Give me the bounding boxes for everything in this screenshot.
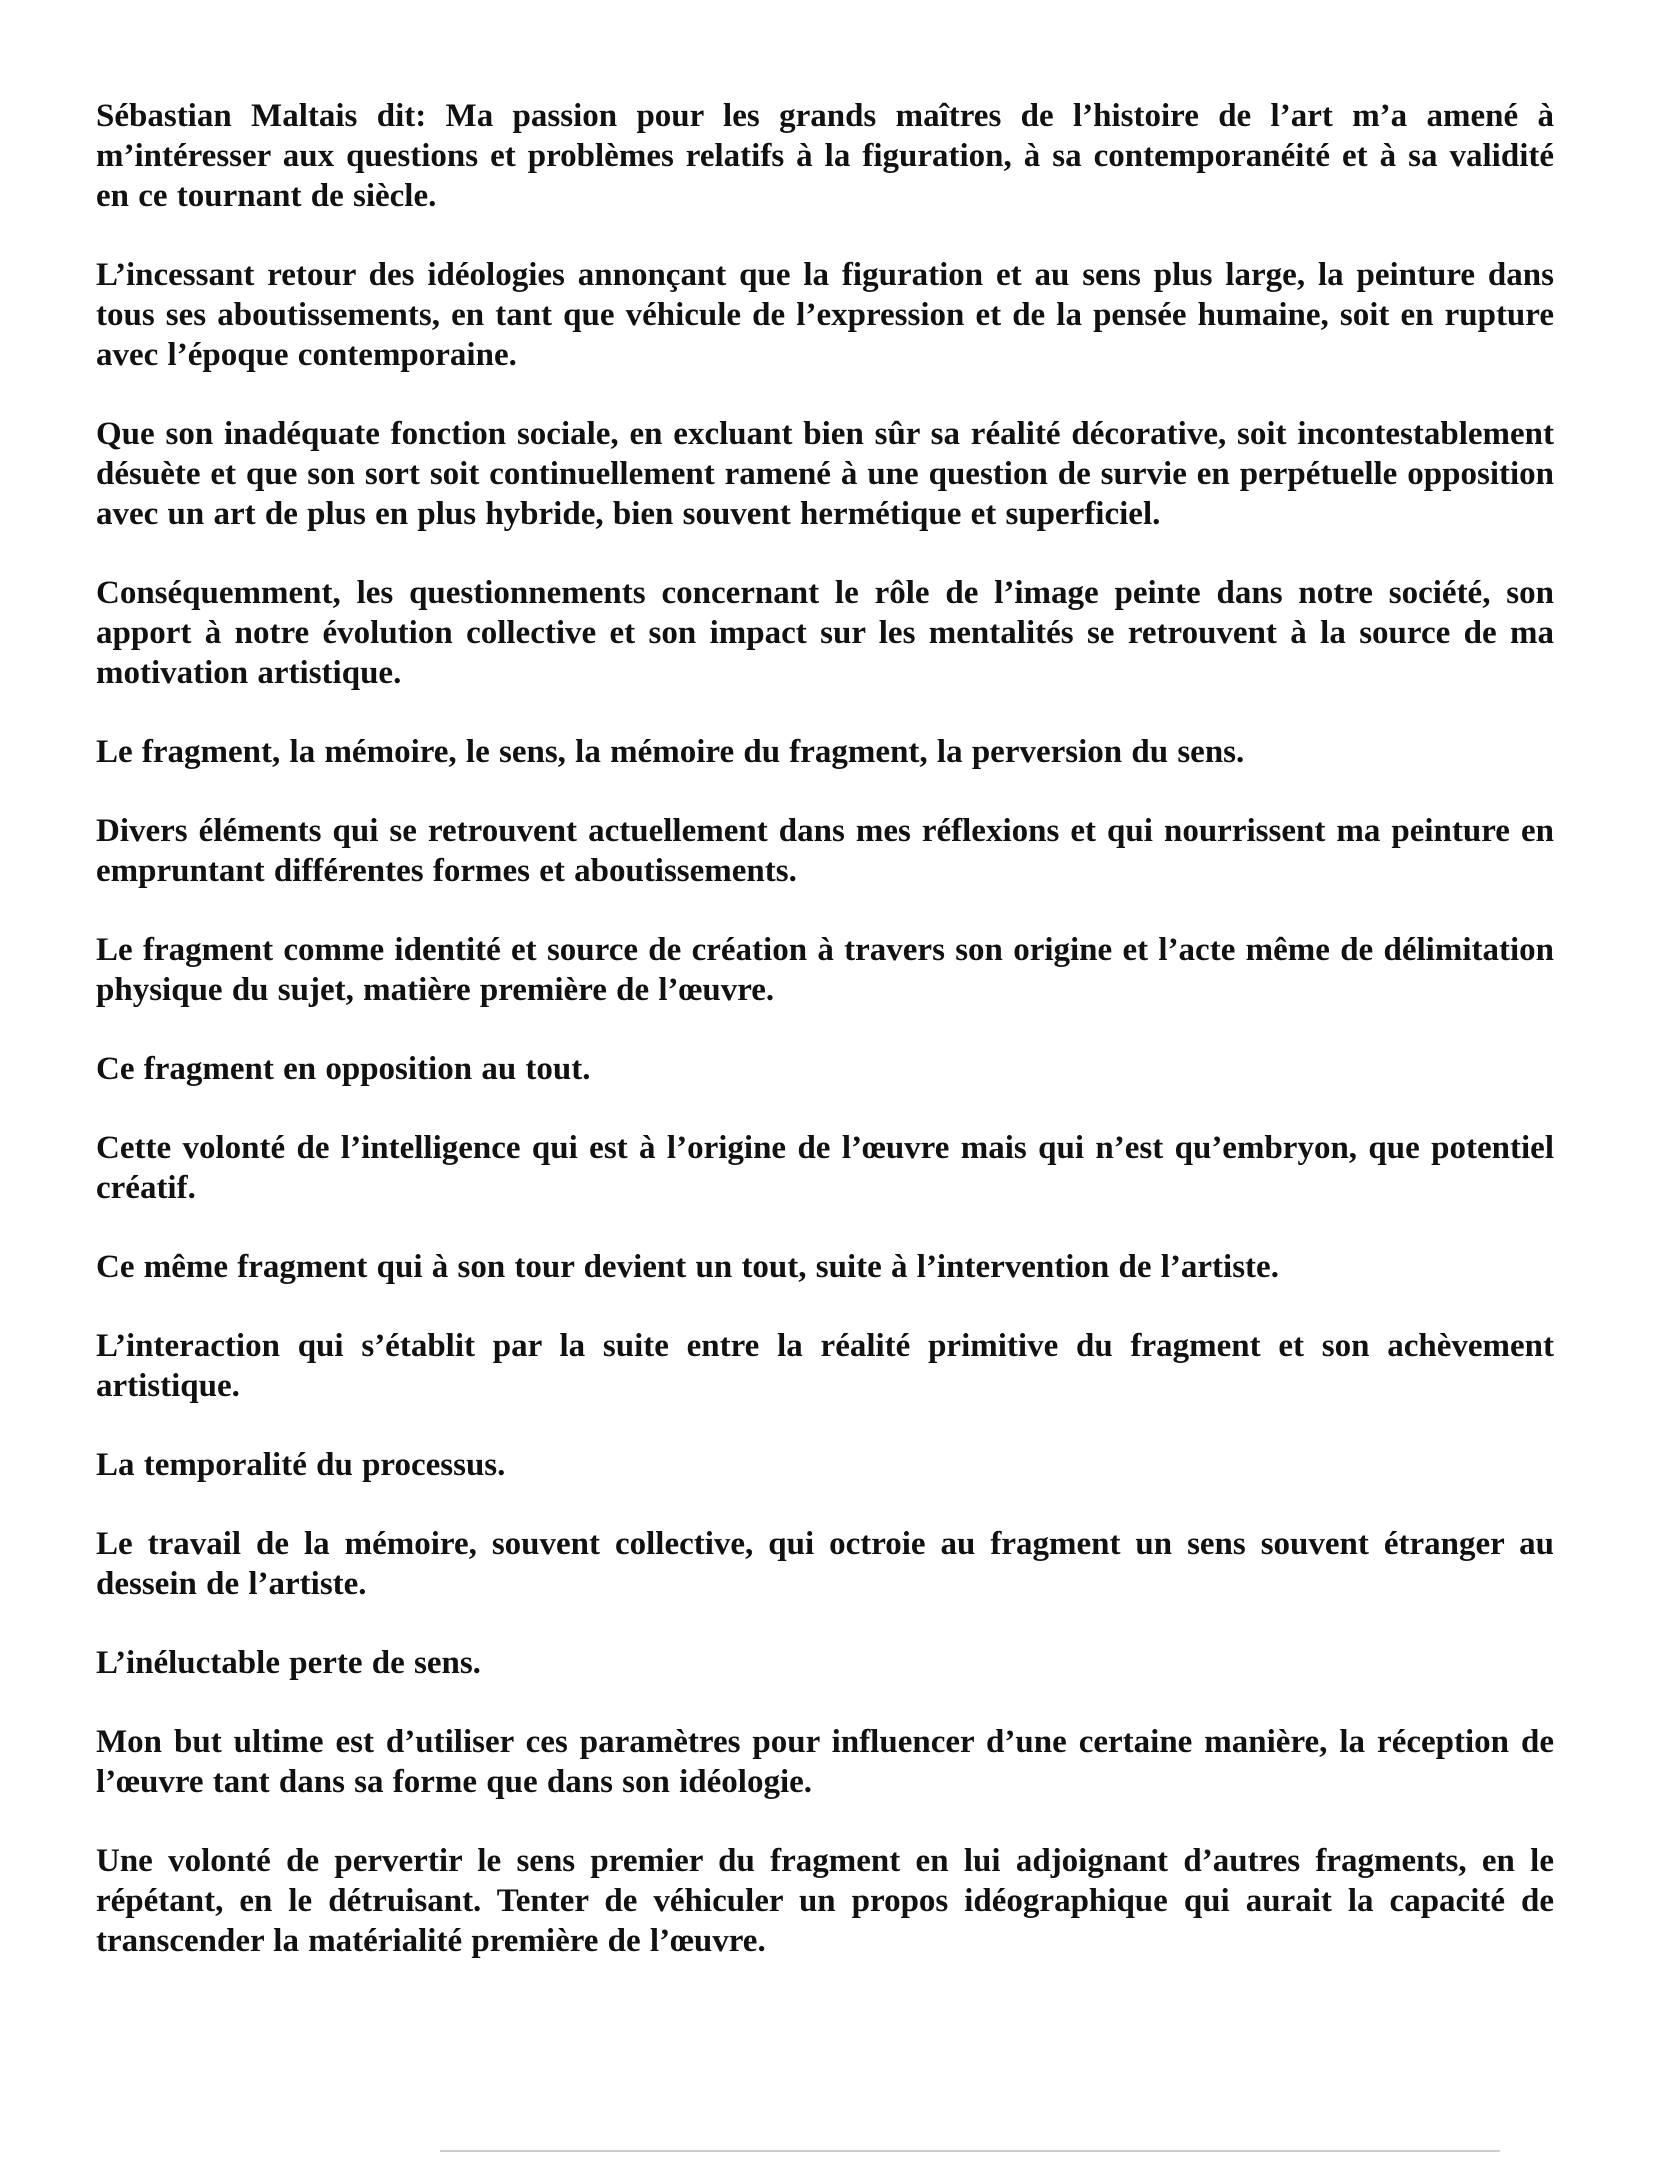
paragraph-5: Le fragment, la mémoire, le sens, la mémoire du fragment, la perversion du sens. [96, 734, 1245, 770]
paragraph-4: Conséquemment, les questionnements concernant le rôle de l’image peinte dans notre société, son apport à notre évolution collective et son impact sur les mentalités se retrouvent à la source de ma motivation artistique. [96, 575, 1554, 691]
paragraph-9: Cette volonté de l’intelligence qui est à l’origine de l’œuvre mais qui n’est qu’embryon, que potentiel créatif. [96, 1130, 1554, 1206]
paragraph-13: Le travail de la mémoire, souvent collective, qui octroie au fragment un sens souvent étranger au dessein de l’artiste. [96, 1526, 1554, 1602]
document-body [96, 96, 1554, 2000]
paragraph-16: Une volonté de pervertir le sens premier du fragment en lui adjoignant d’autres fragments, en le répétant, en le détruisant. Tenter de véhiculer un propos idéographique qui aurait la capacité de transcender la matérialité première de l’œuvre. [96, 1843, 1554, 1959]
paragraph-6: Divers éléments qui se retrouvent actuellement dans mes réflexions et qui nourrissent ma peinture en empruntant différentes formes et aboutissements. [96, 813, 1554, 889]
paragraph-3: Que son inadéquate fonction sociale, en excluant bien sûr sa réalité décorative, soit incontestablement désuète et que son sort soit continuellement ramené à une question de survie en perpétuelle opposition avec un art de plus en plus hybride, bien souvent hermétique et superficiel. [96, 416, 1554, 532]
paragraph-11: L’interaction qui s’établit par la suite entre la réalité primitive du fragment et son achèvement artistique. [96, 1328, 1554, 1404]
paragraph-8: Ce fragment en opposition au tout. [96, 1051, 591, 1087]
paragraph-2: L’incessant retour des idéologies annonçant que la figuration et au sens plus large, la peinture dans tous ses aboutissements, en tant que véhicule de l’expression et de la pensée humaine, soit en rupture avec l’époque contemporaine. [96, 257, 1554, 373]
paragraph-14: L’inéluctable perte de sens. [96, 1645, 481, 1681]
paragraph-12: La temporalité du processus. [96, 1447, 506, 1483]
paragraph-15: Mon but ultime est d’utiliser ces paramètres pour influencer d’une certaine manière, la réception de l’œuvre tant dans sa forme que dans son idéologie. [96, 1724, 1554, 1800]
paragraph-7: Le fragment comme identité et source de création à travers son origine et l’acte même de délimitation physique du sujet, matière première de l’œuvre. [96, 932, 1554, 1008]
paragraph-1: Sébastian Maltais dit: Ma passion pour les grands maîtres de l’histoire de l’art m’a amené à m’intéresser aux questions et problèmes relatifs à la figuration, à sa contemporanéité et à sa validité en ce tournant de siècle. [96, 98, 1554, 214]
bottom-divider [440, 2150, 1500, 2152]
paragraph-10: Ce même fragment qui à son tour devient un tout, suite à l’intervention de l’artiste. [96, 1249, 1279, 1285]
